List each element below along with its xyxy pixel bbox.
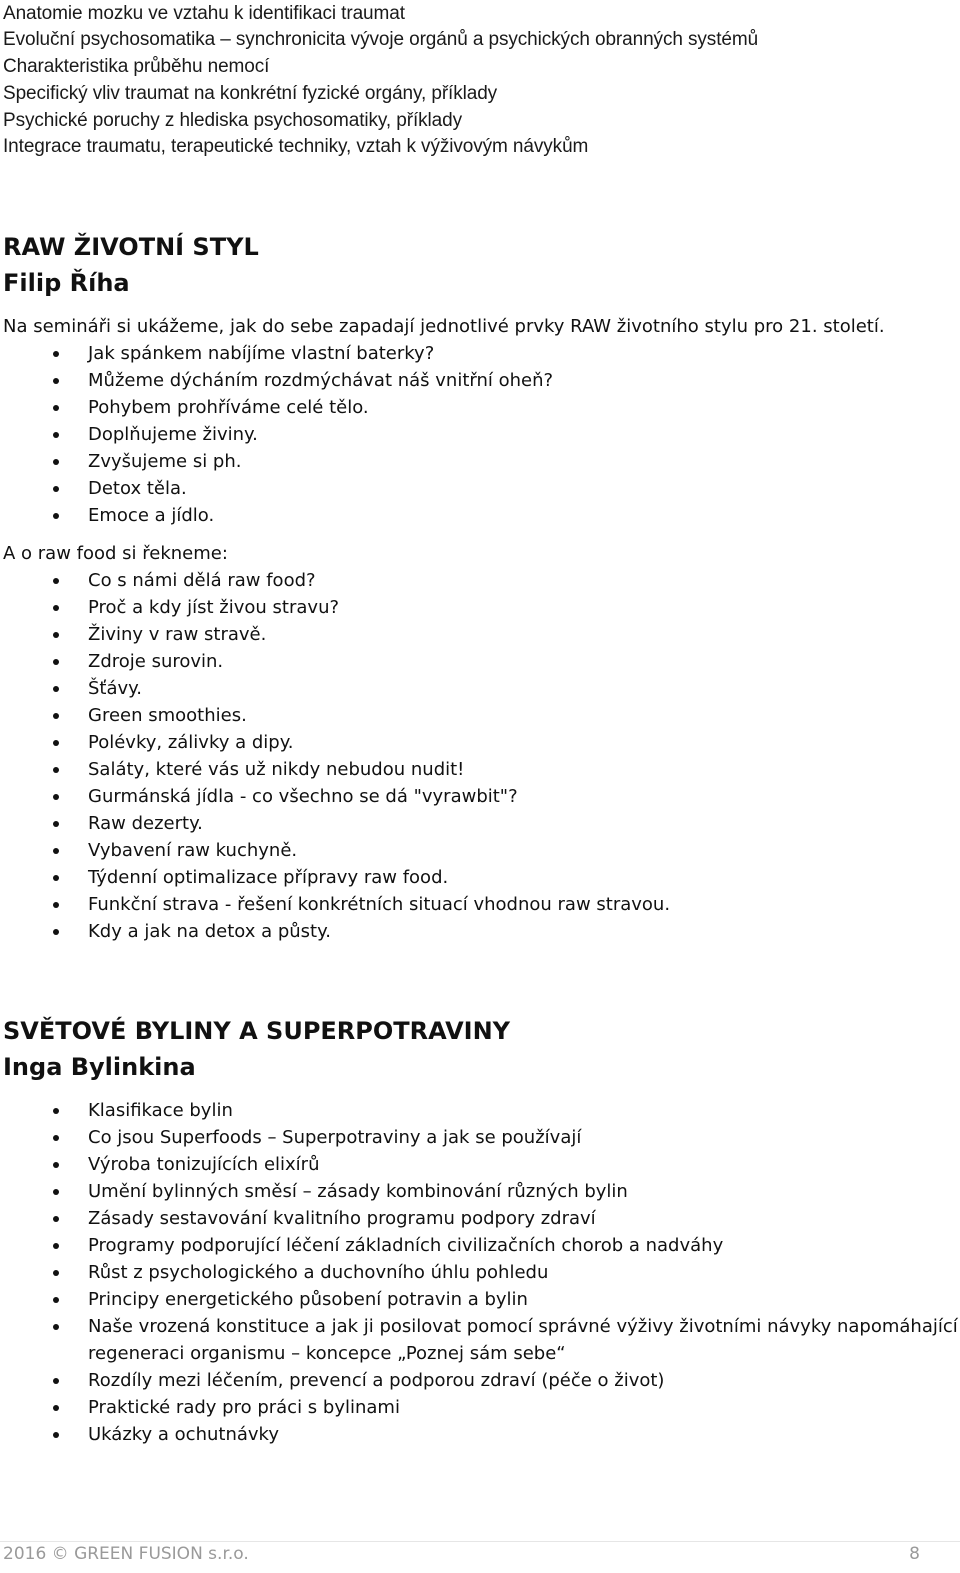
bullet-icon	[53, 1432, 59, 1438]
list-item: Doplňujeme živiny.	[0, 421, 553, 448]
bullet-icon	[53, 713, 59, 719]
bullet-icon	[53, 1297, 59, 1303]
section-author-herbs: Inga Bylinkina	[3, 1053, 196, 1081]
bullet-icon	[53, 605, 59, 611]
bullet-icon	[53, 1135, 59, 1141]
list-item-continuation: regeneraci organismu – koncepce „Poznej sám sebe“	[88, 1343, 566, 1364]
list-item: Gurmánská jídla - co všechno se dá "vyrawbit"?	[0, 783, 670, 810]
bullet-icon	[53, 1378, 59, 1384]
list-item: Co s námi dělá raw food?	[0, 567, 670, 594]
raw-subheading: A o raw food si řekneme:	[3, 543, 228, 564]
list-item: Růst z psychologického a duchovního úhlu pohledu	[0, 1259, 958, 1286]
bullet-icon	[53, 929, 59, 935]
bullet-icon	[53, 1243, 59, 1249]
list-item: Jak spánkem nabíjíme vlastní baterky?	[0, 340, 553, 367]
footer-divider	[0, 1541, 960, 1542]
intro-line: Charakteristika průběhu nemocí	[3, 56, 270, 77]
list-item: Zvyšujeme si ph.	[0, 448, 553, 475]
bullet-icon	[53, 740, 59, 746]
list-item: Programy podporující léčení základních civilizačních chorob a nadváhy	[0, 1232, 958, 1259]
bullet-icon	[53, 351, 59, 357]
intro-line: Evoluční psychosomatika – synchronicita vývoje orgánů a psychických obranných systémů	[3, 29, 759, 50]
bullet-icon	[53, 1189, 59, 1195]
list-item: Detox těla.	[0, 475, 553, 502]
section-title-raw: RAW ŽIVOTNÍ STYL	[3, 233, 259, 261]
bullet-icon	[53, 578, 59, 584]
list-item: Saláty, které vás už nikdy nebudou nudit!	[0, 756, 670, 783]
page-number: 8	[909, 1544, 920, 1564]
list-item: Proč a kdy jíst živou stravu?	[0, 594, 670, 621]
bullet-icon	[53, 848, 59, 854]
footer-copyright: 2016 © GREEN FUSION s.r.o.	[3, 1544, 249, 1564]
bullet-icon	[53, 1108, 59, 1114]
bullet-icon	[53, 794, 59, 800]
list-item: Šťávy.	[0, 675, 670, 702]
bullet-icon	[53, 432, 59, 438]
list-item: Zásady sestavování kvalitního programu podpory zdraví	[0, 1205, 958, 1232]
section-title-herbs: SVĚTOVÉ BYLINY A SUPERPOTRAVINY	[3, 1017, 511, 1045]
list-item: Funkční strava - řešení konkrétních situací vhodnou raw stravou.	[0, 891, 670, 918]
intro-line: Integrace traumatu, terapeutické techniky, vztah k výživovým návykům	[3, 136, 589, 157]
list-item: Praktické rady pro práci s bylinami	[0, 1394, 958, 1421]
bullet-icon	[53, 875, 59, 881]
list-item: Týdenní optimalizace přípravy raw food.	[0, 864, 670, 891]
list-item: Co jsou Superfoods – Superpotraviny a jak se používají	[0, 1124, 958, 1151]
bullet-icon	[53, 686, 59, 692]
raw-intro: Na semináři si ukážeme, jak do sebe zapadají jednotlivé prvky RAW životního stylu pro 21. století.	[3, 316, 885, 337]
bullet-icon	[53, 405, 59, 411]
list-item: Zdroje surovin.	[0, 648, 670, 675]
list-item: Green smoothies.	[0, 702, 670, 729]
raw-list-2	[0, 567, 670, 945]
list-item: Můžeme dýcháním rozdmýchávat náš vnitřní oheň?	[0, 367, 553, 394]
list-item: Živiny v raw stravě.	[0, 621, 670, 648]
intro-line: Specifický vliv traumat na konkrétní fyzické orgány, příklady	[3, 83, 498, 104]
intro-line: Psychické poruchy z hlediska psychosomatiky, příklady	[3, 110, 462, 131]
list-item: Umění bylinných směsí – zásady kombinování různých bylin	[0, 1178, 958, 1205]
bullet-icon	[53, 459, 59, 465]
list-item: Pohybem prohříváme celé tělo.	[0, 394, 553, 421]
list-item: Naše vrozená konstituce a jak ji posilovat pomocí správné výživy životními návyky napomáhající regeneraci organismu – koncepce „Poznej sám sebe“	[0, 1313, 958, 1367]
list-item: Principy energetického působení potravin a bylin	[0, 1286, 958, 1313]
section-author-raw: Filip Říha	[3, 269, 130, 297]
list-item: Ukázky a ochutnávky	[0, 1421, 958, 1448]
list-item: Polévky, zálivky a dipy.	[0, 729, 670, 756]
list-item: Výroba tonizujících elixírů	[0, 1151, 958, 1178]
bullet-icon	[53, 821, 59, 827]
bullet-icon	[53, 1324, 59, 1330]
bullet-icon	[53, 1216, 59, 1222]
list-item: Klasifikace bylin	[0, 1097, 958, 1124]
bullet-icon	[53, 378, 59, 384]
list-item: Rozdíly mezi léčením, prevencí a podporou zdraví (péče o život)	[0, 1367, 958, 1394]
bullet-icon	[53, 632, 59, 638]
list-item: Emoce a jídlo.	[0, 502, 553, 529]
raw-list-1	[0, 340, 553, 529]
bullet-icon	[53, 902, 59, 908]
list-item: Raw dezerty.	[0, 810, 670, 837]
bullet-icon	[53, 659, 59, 665]
intro-line: Anatomie mozku ve vztahu k identifikaci traumat	[3, 3, 405, 24]
bullet-icon	[53, 486, 59, 492]
bullet-icon	[53, 1162, 59, 1168]
list-item: Vybavení raw kuchyně.	[0, 837, 670, 864]
bullet-icon	[53, 767, 59, 773]
list-item: Kdy a jak na detox a půsty.	[0, 918, 670, 945]
bullet-icon	[53, 1405, 59, 1411]
bullet-icon	[53, 513, 59, 519]
bullet-icon	[53, 1270, 59, 1276]
herbs-list	[0, 1097, 958, 1448]
